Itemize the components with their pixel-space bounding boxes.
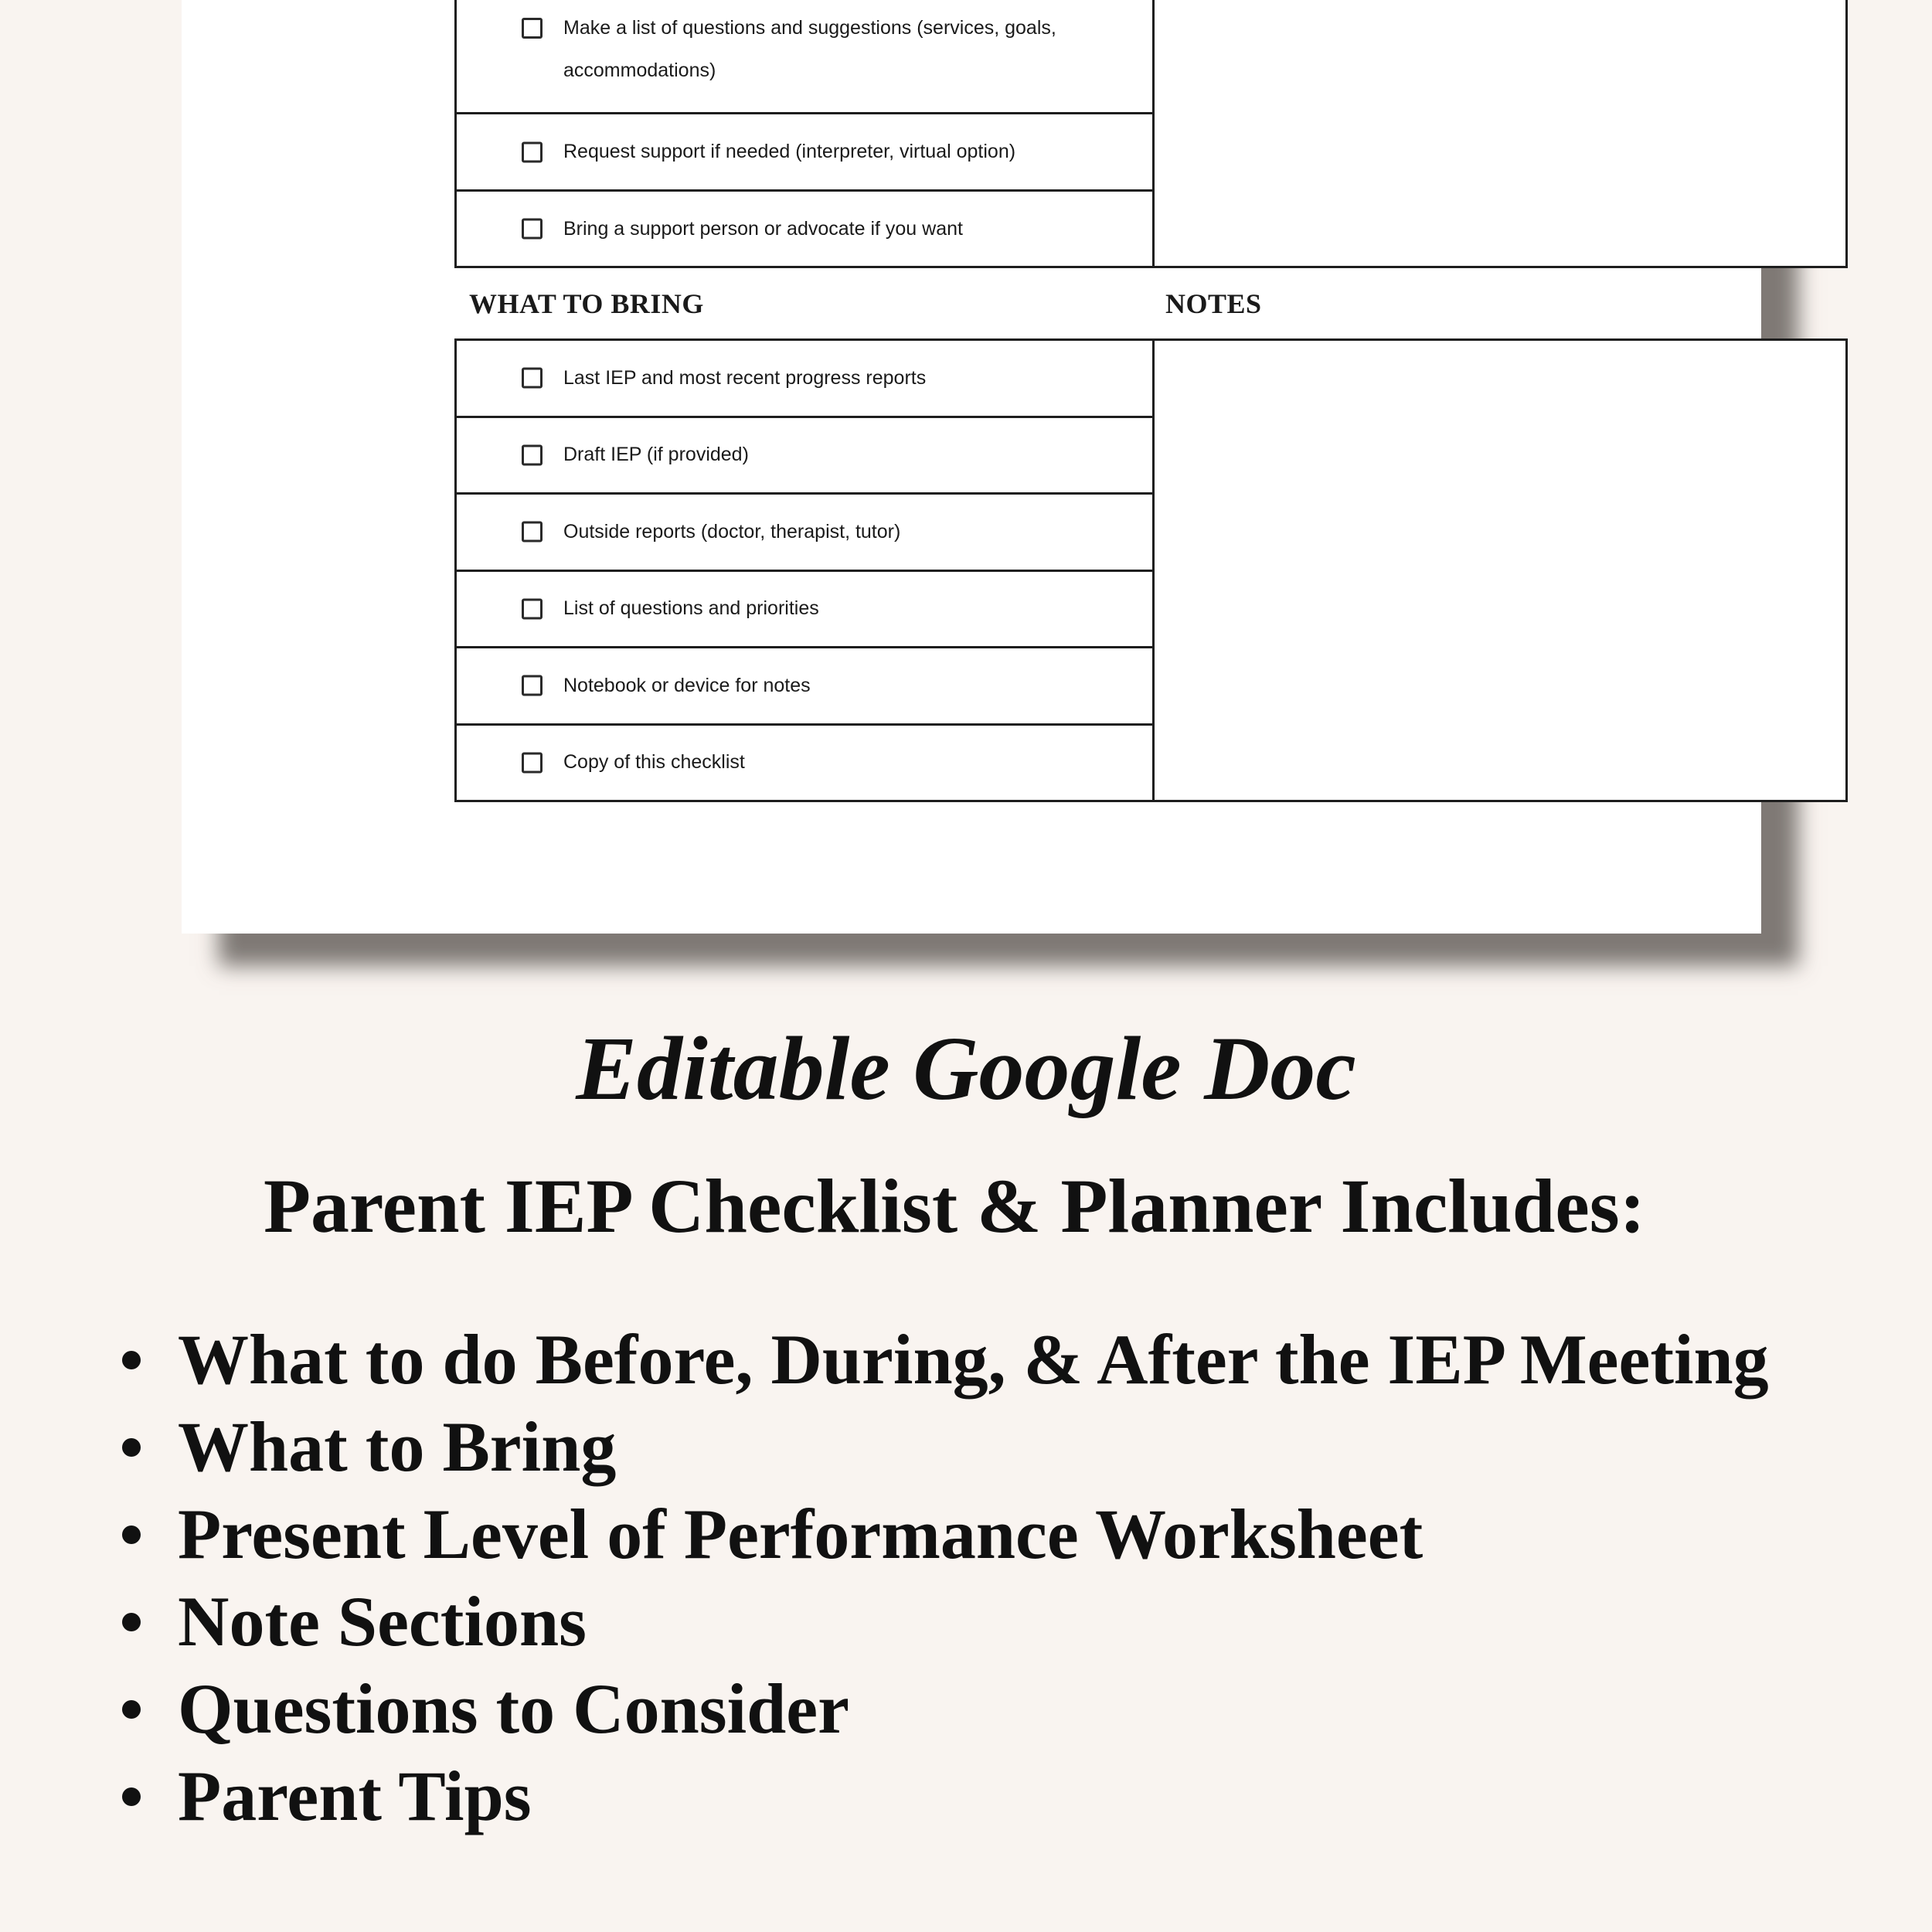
checklist-row bbox=[457, 570, 1152, 647]
checklist-row bbox=[457, 0, 1152, 112]
checklist-item-text: Copy of this checklist bbox=[563, 751, 745, 774]
checklist-row bbox=[457, 492, 1152, 570]
what-to-bring-heading: WHAT TO BRING bbox=[469, 288, 704, 319]
feature-item bbox=[114, 1578, 1769, 1665]
checklist-row bbox=[457, 341, 1152, 416]
feature-item bbox=[114, 1316, 1769, 1403]
feature-text: Parent Tips bbox=[178, 1757, 532, 1835]
checkbox[interactable] bbox=[522, 18, 543, 39]
notes-area[interactable] bbox=[1155, 0, 1845, 266]
checkbox[interactable] bbox=[522, 752, 543, 773]
checklist-column bbox=[457, 341, 1155, 800]
what-to-bring-table bbox=[454, 338, 1848, 802]
checklist-row bbox=[457, 646, 1152, 723]
checklist-item-text: Last IEP and most recent progress reports bbox=[563, 366, 927, 389]
promo-title: Editable Google Doc bbox=[576, 1018, 1356, 1119]
bullet-icon bbox=[122, 1700, 141, 1719]
bullet-icon bbox=[122, 1438, 141, 1457]
checklist-row bbox=[457, 416, 1152, 493]
checklist-item-text: Draft IEP (if provided) bbox=[563, 444, 749, 466]
checkbox[interactable] bbox=[522, 219, 543, 240]
before-meeting-table bbox=[454, 0, 1848, 268]
feature-text: Questions to Consider bbox=[178, 1669, 849, 1748]
feature-item bbox=[114, 1665, 1769, 1753]
feature-text: Present Level of Performance Worksheet bbox=[178, 1495, 1423, 1573]
checklist-item-text: Request support if needed (interpreter, virtual option) bbox=[563, 141, 1016, 162]
checkbox[interactable] bbox=[522, 141, 543, 162]
feature-text: What to do Before, During, & After the IEP Meeting bbox=[178, 1320, 1769, 1399]
bullet-icon bbox=[122, 1351, 141, 1369]
feature-item bbox=[114, 1403, 1769, 1491]
checklist-item-text: List of questions and priorities bbox=[563, 597, 819, 620]
bullet-icon bbox=[122, 1526, 141, 1544]
checklist-column bbox=[457, 0, 1155, 266]
checkbox[interactable] bbox=[522, 368, 543, 389]
bullet-icon bbox=[122, 1613, 141, 1631]
checkbox[interactable] bbox=[522, 598, 543, 619]
feature-text: Note Sections bbox=[178, 1582, 587, 1661]
checkbox[interactable] bbox=[522, 522, 543, 543]
feature-list bbox=[114, 1316, 1769, 1840]
bullet-icon bbox=[122, 1787, 141, 1806]
checklist-item-text: Make a list of questions and suggestions (services, goals, accommodations) bbox=[563, 17, 1056, 81]
document-page bbox=[182, 0, 1761, 934]
notes-area[interactable] bbox=[1155, 341, 1845, 800]
checklist-row bbox=[457, 723, 1152, 801]
checklist-row bbox=[457, 189, 1152, 266]
promo-subtitle: Parent IEP Checklist & Planner Includes: bbox=[263, 1163, 1646, 1249]
feature-text: What to Bring bbox=[178, 1407, 617, 1486]
checkbox[interactable] bbox=[522, 675, 543, 696]
feature-item bbox=[114, 1491, 1769, 1578]
checklist-row bbox=[457, 112, 1152, 189]
checklist-item-text: Notebook or device for notes bbox=[563, 674, 811, 696]
checklist-item-text: Bring a support person or advocate if you want bbox=[563, 217, 963, 240]
checkbox[interactable] bbox=[522, 444, 543, 465]
checklist-item-text: Outside reports (doctor, therapist, tutor) bbox=[563, 520, 901, 543]
notes-heading: NOTES bbox=[1165, 288, 1262, 319]
feature-item bbox=[114, 1753, 1769, 1840]
